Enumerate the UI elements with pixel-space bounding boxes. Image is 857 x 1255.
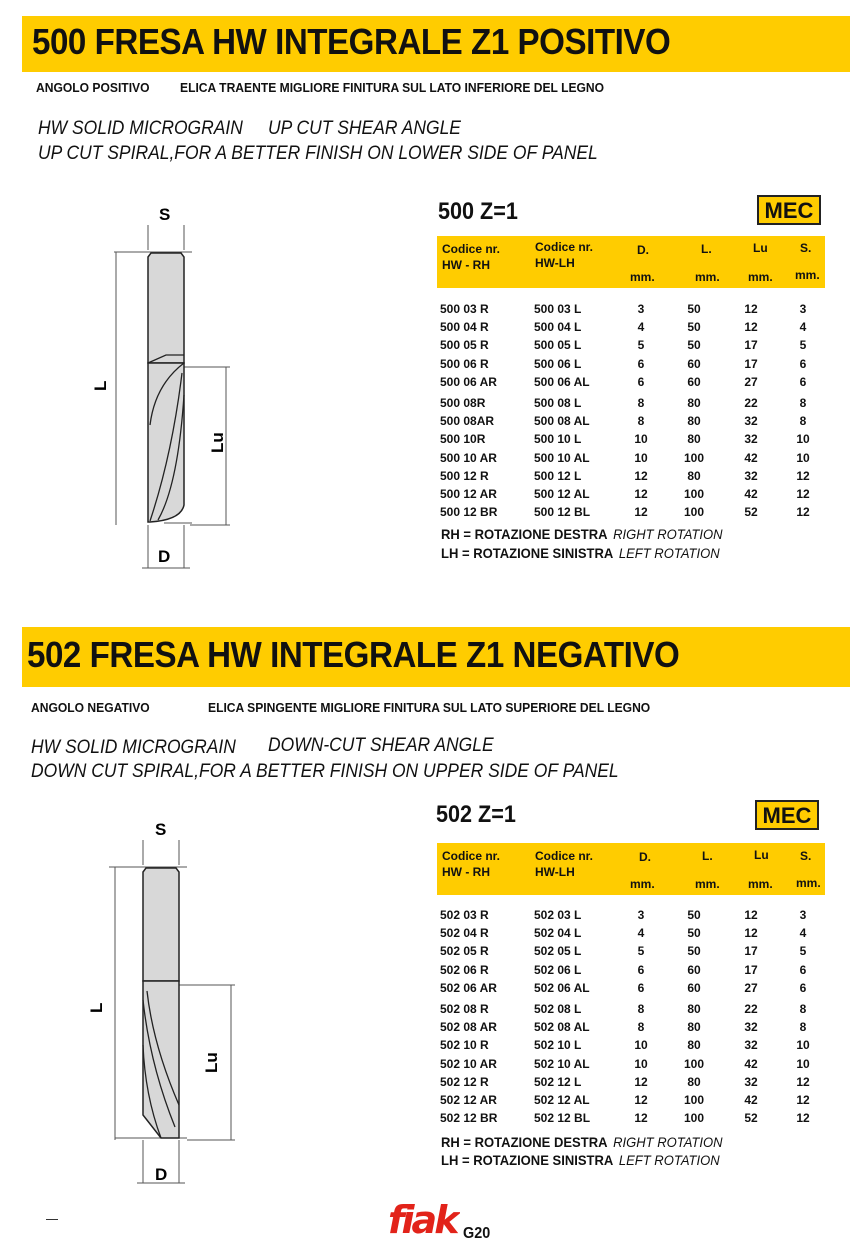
table-row (440, 926, 830, 944)
code-rh-cell: 502 03 R (440, 908, 489, 922)
diameter-cell: 12 (634, 1074, 648, 1089)
header-mm-l: mm. (695, 270, 720, 284)
table-row (440, 302, 830, 320)
shank-cell: 10 (796, 432, 810, 447)
diameter-cell: 4 (637, 926, 645, 941)
diameter-cell: 8 (637, 414, 645, 429)
table-row (440, 1020, 830, 1038)
length-cell: 60 (687, 962, 701, 977)
header-code-lh-sub: HW-LH (535, 865, 575, 879)
cutting-length-cell: 42 (744, 486, 758, 501)
length-cell: 50 (687, 320, 701, 335)
code-lh-cell: 500 12 BL (534, 505, 591, 520)
code-rh-cell: 500 12 AR (440, 486, 497, 501)
code-lh-cell: 500 08 L (534, 395, 582, 410)
cutting-length-cell: 52 (744, 1111, 758, 1126)
header-mm-s: mm. (795, 268, 820, 282)
legend-rh-it: RH = ROTAZIONE DESTRA (441, 526, 608, 542)
shank-cell: 12 (796, 468, 810, 483)
model-label: 500 Z=1 (438, 198, 518, 225)
header-mm-lu: mm. (748, 877, 773, 891)
table-row (440, 338, 830, 356)
shank-cell: 8 (799, 1020, 807, 1035)
code-lh-cell: 502 06 AL (534, 980, 590, 995)
diameter-cell: 5 (637, 338, 645, 353)
fiak-logo (388, 1193, 460, 1241)
header-s: S. (800, 241, 812, 255)
dim-l-label: L (87, 1002, 106, 1013)
table-row (440, 375, 830, 393)
shank-cell: 10 (796, 450, 810, 465)
shank-cell: 12 (796, 505, 810, 520)
code-rh-cell: 500 06 AR (440, 374, 497, 389)
diameter-cell: 5 (637, 944, 645, 959)
subtitle-helix: ELICA TRAENTE MIGLIORE FINITURA SUL LATO INFERIORE DEL LEGNO (180, 80, 605, 95)
code-lh-cell: 502 08 AL (534, 1020, 590, 1035)
table-row (440, 1093, 830, 1111)
legend-lh-it: LH = ROTAZIONE SINISTRA (441, 545, 614, 561)
header-code-lh: Codice nr. (535, 849, 594, 863)
table-row (440, 451, 830, 469)
cutting-length-cell: 22 (744, 1001, 758, 1016)
shank-cell: 10 (796, 1038, 810, 1053)
cutting-length-cell: 12 (744, 926, 758, 941)
header-code-lh: Codice nr. (535, 240, 594, 254)
shank-cell: 5 (799, 944, 807, 959)
table-row (440, 908, 830, 926)
header-code-rh-sub: HW - RH (442, 865, 490, 879)
code-rh-cell: 500 12 R (440, 468, 489, 483)
diameter-cell: 8 (637, 395, 645, 410)
code-rh-cell: 502 10 R (440, 1038, 489, 1053)
shank-cell: 6 (799, 374, 807, 389)
diameter-cell: 6 (637, 356, 645, 371)
cutting-length-cell: 27 (744, 374, 758, 389)
header-l: L. (702, 849, 713, 863)
code-rh-cell: 502 12 BR (440, 1111, 498, 1126)
tool-drawing-500 (80, 195, 260, 580)
cutting-length-cell: 12 (744, 320, 758, 335)
table-header-500 (437, 236, 825, 288)
code-rh-cell: 500 12 BR (440, 505, 498, 520)
shank-cell: 5 (799, 338, 807, 353)
code-lh-cell: 502 10 L (534, 1038, 582, 1053)
cutting-length-cell: 17 (744, 944, 758, 959)
code-lh-cell: 502 12 L (534, 1074, 582, 1089)
table-row (440, 1002, 830, 1020)
header-code-rh: Codice nr. (442, 242, 501, 256)
code-rh-cell: 502 05 R (440, 944, 489, 959)
subtitle-angle: ANGOLO POSITIVO (36, 80, 150, 95)
shank-cell: 8 (799, 395, 807, 410)
code-rh-cell: 500 06 R (440, 356, 489, 371)
shank-cell: 4 (799, 320, 807, 335)
code-lh-cell: 500 12 AL (534, 486, 590, 501)
diameter-cell: 12 (634, 486, 648, 501)
table-row (440, 432, 830, 450)
cutting-length-cell: 12 (744, 908, 758, 922)
shank-cell: 12 (796, 1074, 810, 1089)
table-row (440, 1057, 830, 1075)
header-s: S. (800, 849, 812, 863)
cutting-length-cell: 12 (744, 302, 758, 316)
table-row (440, 469, 830, 487)
table-header-502 (437, 843, 825, 895)
dim-lu-label: Lu (208, 432, 227, 453)
code-rh-cell: 500 03 R (440, 302, 489, 316)
diameter-cell: 4 (637, 320, 645, 335)
table-row (440, 357, 830, 375)
length-cell: 80 (687, 432, 701, 447)
cutting-length-cell: 32 (744, 468, 758, 483)
diameter-cell: 10 (634, 450, 648, 465)
code-lh-cell: 500 10 L (534, 432, 582, 447)
header-mm-s: mm. (796, 876, 821, 890)
length-cell: 80 (687, 395, 701, 410)
header-code-rh: Codice nr. (442, 849, 501, 863)
table-row (440, 487, 830, 505)
table-row (440, 981, 830, 999)
legend-lh-en: LEFT ROTATION (618, 545, 720, 561)
table-row (440, 320, 830, 338)
cutting-length-cell: 32 (744, 1074, 758, 1089)
dim-d-label: D (155, 1165, 168, 1184)
header-lu: Lu (754, 848, 769, 862)
code-rh-cell: 502 08 AR (440, 1020, 497, 1035)
length-cell: 100 (683, 486, 705, 501)
shank-cell: 3 (799, 908, 807, 922)
header-mm-lu: mm. (748, 270, 773, 284)
dim-s-label: S (159, 205, 171, 224)
shank-cell: 12 (796, 486, 810, 501)
code-rh-cell: 502 10 AR (440, 1056, 497, 1071)
length-cell: 80 (687, 1038, 701, 1053)
model-label: 502 Z=1 (436, 801, 516, 828)
cutting-length-cell: 32 (744, 414, 758, 429)
shank-cell: 12 (796, 1111, 810, 1126)
legend-rh (441, 526, 723, 542)
code-lh-cell: 502 12 BL (534, 1111, 591, 1126)
diameter-cell: 3 (637, 908, 645, 922)
length-cell: 60 (687, 980, 701, 995)
length-cell: 80 (687, 1074, 701, 1089)
code-rh-cell: 500 10 AR (440, 450, 497, 465)
cutting-length-cell: 42 (744, 1092, 758, 1107)
code-lh-cell: 502 12 AL (534, 1092, 590, 1107)
code-lh-cell: 500 05 L (534, 338, 582, 353)
code-lh-cell: 500 12 L (534, 468, 582, 483)
shank-cell: 12 (796, 1092, 810, 1107)
diameter-cell: 8 (637, 1020, 645, 1035)
section-title: 502 FRESA HW INTEGRALE Z1 NEGATIVO (27, 634, 680, 675)
legend-rh-it: RH = ROTAZIONE DESTRA (441, 1134, 608, 1150)
code-rh-cell: 502 06 R (440, 962, 489, 977)
table-row (440, 396, 830, 414)
code-lh-cell: 502 04 L (534, 926, 582, 941)
diameter-cell: 3 (637, 302, 645, 316)
table-row (440, 505, 830, 523)
code-rh-cell: 502 08 R (440, 1001, 489, 1016)
cutting-length-cell: 27 (744, 980, 758, 995)
diameter-cell: 12 (634, 468, 648, 483)
fiak-logo-text: fiak (388, 1198, 457, 1241)
diameter-cell: 8 (637, 1001, 645, 1016)
legend-lh (441, 1152, 720, 1168)
cutting-length-cell: 42 (744, 1056, 758, 1071)
dim-s-label: S (155, 820, 167, 839)
header-d: D. (639, 850, 651, 864)
mec-badge: MEC (755, 800, 819, 830)
shank-cell: 6 (799, 980, 807, 995)
shank-cell: 4 (799, 926, 807, 941)
length-cell: 80 (687, 414, 701, 429)
code-lh-cell: 502 10 AL (534, 1056, 590, 1071)
header-lu: Lu (753, 241, 768, 255)
subtitle-angle: ANGOLO NEGATIVO (31, 700, 150, 715)
cutting-length-cell: 17 (744, 356, 758, 371)
table-body-500 (440, 302, 830, 523)
code-rh-cell: 502 06 AR (440, 980, 497, 995)
table-row (440, 1075, 830, 1093)
length-cell: 50 (687, 338, 701, 353)
code-rh-cell: 502 04 R (440, 926, 489, 941)
header-l: L. (701, 242, 712, 256)
legend-rh-en: RIGHT ROTATION (613, 526, 723, 542)
cutting-length-cell: 22 (744, 395, 758, 410)
legend-lh-en: LEFT ROTATION (618, 1152, 720, 1168)
shank-cell: 8 (799, 414, 807, 429)
cutting-length-cell: 42 (744, 450, 758, 465)
section-502-banner (22, 627, 850, 687)
length-cell: 50 (687, 944, 701, 959)
cutting-length-cell: 17 (744, 962, 758, 977)
length-cell: 80 (687, 1001, 701, 1016)
cutting-length-cell: 32 (744, 1020, 758, 1035)
cutting-length-cell: 52 (744, 505, 758, 520)
shank-cell: 3 (799, 302, 807, 316)
header-mm-l: mm. (695, 877, 720, 891)
cutting-length-cell: 32 (744, 1038, 758, 1053)
length-cell: 50 (687, 302, 701, 316)
code-lh-cell: 500 04 L (534, 320, 582, 335)
shank-cell: 6 (799, 962, 807, 977)
code-rh-cell: 500 10R (440, 432, 486, 447)
header-code-lh-sub: HW-LH (535, 256, 575, 270)
legend-rh-en: RIGHT ROTATION (613, 1134, 723, 1150)
subtitle-helix: ELICA SPINGENTE MIGLIORE FINITURA SUL LATO SUPERIORE DEL LEGNO (208, 700, 651, 715)
code-rh-cell: 500 08AR (440, 414, 495, 429)
length-cell: 100 (683, 505, 705, 520)
page-number: G20 (463, 1225, 491, 1242)
code-lh-cell: 502 08 L (534, 1001, 582, 1016)
header-d: D. (637, 243, 649, 257)
english-line-1b: UP CUT SHEAR ANGLE (268, 118, 461, 139)
code-lh-cell: 502 03 L (534, 908, 582, 922)
code-lh-cell: 500 10 AL (534, 450, 590, 465)
dim-d-label: D (158, 547, 171, 566)
length-cell: 60 (687, 356, 701, 371)
table-row (440, 414, 830, 432)
code-lh-cell: 502 06 L (534, 962, 582, 977)
section-title: 500 FRESA HW INTEGRALE Z1 POSITIVO (32, 21, 671, 62)
code-rh-cell: 500 08R (440, 395, 486, 410)
table-row (440, 1038, 830, 1056)
code-lh-cell: 500 03 L (534, 302, 582, 316)
diameter-cell: 10 (634, 1038, 648, 1053)
table-row (440, 944, 830, 962)
code-lh-cell: 500 06 AL (534, 374, 590, 389)
dim-lu-label: Lu (202, 1052, 221, 1073)
header-code-rh-sub: HW - RH (442, 258, 490, 272)
legend-lh (441, 545, 720, 561)
english-line-1a: HW SOLID MICROGRAIN (38, 118, 243, 139)
diameter-cell: 10 (634, 1056, 648, 1071)
legend-lh-it: LH = ROTAZIONE SINISTRA (441, 1152, 614, 1168)
corner-mark (46, 1219, 58, 1220)
length-cell: 100 (683, 1111, 705, 1126)
shank-cell: 6 (799, 356, 807, 371)
tool-drawing-502 (75, 805, 255, 1190)
diameter-cell: 10 (634, 432, 648, 447)
table-row (440, 963, 830, 981)
table-row (440, 1111, 830, 1129)
cutting-length-cell: 32 (744, 432, 758, 447)
english-line-1a: HW SOLID MICROGRAIN (31, 737, 236, 758)
code-lh-cell: 500 08 AL (534, 414, 590, 429)
english-line-2: UP CUT SPIRAL,FOR A BETTER FINISH ON LOWER SIDE OF PANEL (38, 143, 598, 164)
diameter-cell: 12 (634, 505, 648, 520)
table-body-502 (440, 908, 830, 1129)
header-mm-d: mm. (630, 877, 655, 891)
shank-cell: 10 (796, 1056, 810, 1071)
length-cell: 100 (683, 1092, 705, 1107)
diameter-cell: 6 (637, 980, 645, 995)
section-500-banner (22, 16, 850, 72)
diameter-cell: 12 (634, 1092, 648, 1107)
length-cell: 50 (687, 926, 701, 941)
length-cell: 50 (687, 908, 701, 922)
code-lh-cell: 502 05 L (534, 944, 582, 959)
code-rh-cell: 500 05 R (440, 338, 489, 353)
length-cell: 80 (687, 468, 701, 483)
length-cell: 100 (683, 1056, 705, 1071)
code-rh-cell: 500 04 R (440, 320, 489, 335)
code-rh-cell: 502 12 R (440, 1074, 489, 1089)
cutting-length-cell: 17 (744, 338, 758, 353)
diameter-cell: 12 (634, 1111, 648, 1126)
english-line-2: DOWN CUT SPIRAL,FOR A BETTER FINISH ON UPPER SIDE OF PANEL (31, 761, 619, 782)
legend-rh (441, 1134, 723, 1150)
shank-cell: 8 (799, 1001, 807, 1016)
length-cell: 80 (687, 1020, 701, 1035)
mec-badge: MEC (757, 195, 821, 225)
length-cell: 100 (683, 450, 705, 465)
diameter-cell: 6 (637, 374, 645, 389)
length-cell: 60 (687, 374, 701, 389)
header-mm-d: mm. (630, 270, 655, 284)
diameter-cell: 6 (637, 962, 645, 977)
english-line-1b: DOWN-CUT SHEAR ANGLE (268, 735, 494, 756)
code-rh-cell: 502 12 AR (440, 1092, 497, 1107)
code-lh-cell: 500 06 L (534, 356, 582, 371)
dim-l-label: L (91, 380, 110, 391)
